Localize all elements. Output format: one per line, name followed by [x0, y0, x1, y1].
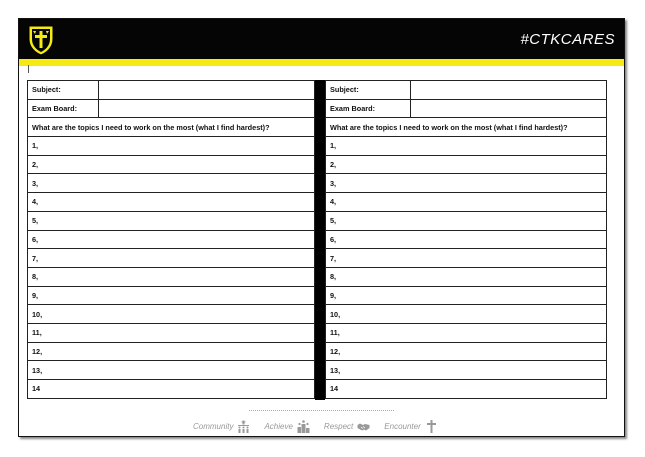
topic-row[interactable]: [326, 174, 607, 193]
topic-row[interactable]: [28, 305, 315, 324]
topic-row[interactable]: [326, 380, 607, 399]
topic-row-number[interactable]: 10,: [326, 305, 607, 324]
subject-row: [28, 81, 315, 100]
topic-row[interactable]: [326, 193, 607, 212]
topic-row-number[interactable]: 5,: [326, 211, 607, 230]
worksheet-page: [18, 18, 625, 437]
right-worksheet-body: [326, 81, 607, 399]
topic-row[interactable]: [326, 267, 607, 286]
topic-row[interactable]: [28, 267, 315, 286]
topic-row-number[interactable]: 10,: [28, 305, 315, 324]
topic-row-number[interactable]: 2,: [28, 155, 315, 174]
topic-row-number[interactable]: 14: [28, 380, 315, 399]
topic-row[interactable]: [326, 323, 607, 342]
topic-row-number[interactable]: 5,: [28, 211, 315, 230]
cross-icon: [425, 420, 438, 433]
topic-row-number[interactable]: 11,: [326, 323, 607, 342]
topic-row-number[interactable]: 3,: [326, 174, 607, 193]
topic-row[interactable]: [28, 174, 315, 193]
hashtag-title: #CTKCARES: [520, 31, 615, 48]
topic-row[interactable]: [326, 361, 607, 380]
topic-row[interactable]: [28, 323, 315, 342]
topics-heading-row: [326, 118, 607, 137]
exam-board-row: [28, 99, 315, 118]
topic-row-number[interactable]: 2,: [326, 155, 607, 174]
topic-row-number[interactable]: 9,: [28, 286, 315, 305]
topic-row-number[interactable]: 12,: [326, 342, 607, 361]
community-icon: [237, 420, 250, 433]
topic-row-number[interactable]: 4,: [28, 193, 315, 212]
topic-row-number[interactable]: 11,: [28, 323, 315, 342]
topic-row-number[interactable]: 14: [326, 380, 607, 399]
topic-row[interactable]: [28, 155, 315, 174]
topic-row-number[interactable]: 7,: [326, 249, 607, 268]
topic-row-number[interactable]: 6,: [28, 230, 315, 249]
text-cursor: [28, 65, 29, 73]
topic-row-number[interactable]: 8,: [28, 267, 315, 286]
topic-row[interactable]: [326, 286, 607, 305]
exam-board-label: Exam Board:: [326, 99, 411, 118]
right-worksheet-table: [325, 80, 607, 399]
exam-board-input[interactable]: [99, 99, 315, 118]
left-worksheet-body: [28, 81, 315, 399]
topic-row-number[interactable]: 3,: [28, 174, 315, 193]
podium-icon: [297, 420, 310, 433]
subject-input[interactable]: [99, 81, 315, 100]
column-divider: [315, 80, 325, 400]
topic-row-number[interactable]: 8,: [326, 267, 607, 286]
subject-row: [326, 81, 607, 100]
topic-row[interactable]: [326, 211, 607, 230]
topic-row-number[interactable]: 1,: [326, 137, 607, 156]
subject-label: Subject:: [28, 81, 99, 100]
subject-label: Subject:: [326, 81, 411, 100]
topic-row[interactable]: [326, 305, 607, 324]
topics-heading: What are the topics I need to work on the most (what I find hardest)?: [326, 118, 607, 137]
topic-row-number[interactable]: 12,: [28, 342, 315, 361]
topic-row[interactable]: [28, 211, 315, 230]
exam-board-label: Exam Board:: [28, 99, 99, 118]
school-values-footer: [193, 418, 452, 434]
topic-row[interactable]: [326, 155, 607, 174]
topic-row-number[interactable]: 13,: [326, 361, 607, 380]
topics-heading-row: [28, 118, 315, 137]
footer-rule: [249, 410, 394, 411]
school-crest-icon: [26, 23, 56, 57]
topic-row-number[interactable]: 1,: [28, 137, 315, 156]
topic-row[interactable]: [326, 249, 607, 268]
topic-row[interactable]: [28, 249, 315, 268]
topic-row[interactable]: [28, 137, 315, 156]
topic-row[interactable]: [28, 230, 315, 249]
value-respect: Respect: [323, 421, 354, 431]
topic-row[interactable]: [326, 342, 607, 361]
topic-row-number[interactable]: 4,: [326, 193, 607, 212]
topic-row[interactable]: [326, 230, 607, 249]
value-encounter: Encounter: [384, 421, 421, 431]
exam-board-row: [326, 99, 607, 118]
topic-row[interactable]: [28, 286, 315, 305]
topic-row[interactable]: [326, 137, 607, 156]
topic-row-number[interactable]: 6,: [326, 230, 607, 249]
header-bar: [19, 19, 624, 59]
topic-row[interactable]: [28, 342, 315, 361]
topic-row[interactable]: [28, 361, 315, 380]
topic-row-number[interactable]: 9,: [326, 286, 607, 305]
topic-row-number[interactable]: 7,: [28, 249, 315, 268]
left-worksheet-table: [27, 80, 315, 399]
value-community: Community: [193, 421, 234, 431]
subject-input[interactable]: [411, 81, 607, 100]
topic-row-number[interactable]: 13,: [28, 361, 315, 380]
accent-band: [19, 59, 624, 66]
value-achieve: Achieve: [264, 421, 293, 431]
topic-row[interactable]: [28, 193, 315, 212]
topic-row[interactable]: [28, 380, 315, 399]
topics-heading: What are the topics I need to work on the most (what I find hardest)?: [28, 118, 315, 137]
handshake-icon: [357, 420, 370, 433]
exam-board-input[interactable]: [411, 99, 607, 118]
